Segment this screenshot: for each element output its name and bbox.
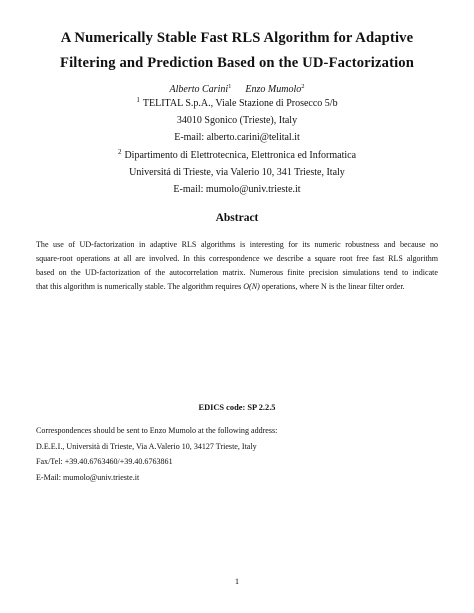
abstract-line: based on the UD-factorization of the autocorrelation matrix. Numerous finite precision simulations tend to indicate	[36, 268, 438, 277]
page-number: 1	[234, 576, 240, 586]
affiliation-email: E-mail: alberto.carini@telital.it	[174, 132, 300, 143]
title-line-1: A Numerically Stable Fast RLS Algorithm for Adaptive	[60, 30, 414, 46]
affiliation-city: 34010 Sgonico (Trieste), Italy	[176, 115, 298, 126]
paper-title	[20, 26, 454, 76]
correspondence-intro: Correspondences should be sent to Enzo Mumolo at the following address:	[36, 426, 278, 435]
affiliation-email: E-mail: mumolo@univ.trieste.it	[173, 184, 301, 195]
abstract-line: The use of UD-factorization in adaptive RLS algorithms is interesting for its numeric robustness and because no	[36, 240, 438, 249]
correspondence-fax: Fax/Tel: +39.40.6763460/+39.40.6763861	[36, 457, 173, 466]
author-name: Alberto Carini	[169, 84, 229, 95]
affiliation-2	[0, 147, 474, 198]
correspondence-address: D.E.E.I., Università di Trieste, Via A.Valerio 10, 34127 Trieste, Italy	[36, 441, 257, 451]
edics-code: EDICS code: SP 2.2.5	[198, 403, 276, 412]
author-name: Enzo Mumolo	[245, 84, 302, 95]
abstract-line: square-root operations at all are involved. In this correspondence we describe a square root free fast RLS algorithm	[36, 254, 438, 263]
affiliation-institution: TELITAL S.p.A., Viale Stazione di Prosecco 5/b	[142, 98, 338, 109]
correspondence-email: E-Mail: mumolo@univ.trieste.it	[36, 472, 140, 482]
correspondence-block	[36, 423, 436, 485]
affiliation-1	[0, 95, 474, 146]
author-mark: 1	[228, 83, 232, 90]
affiliation-mark: 1	[136, 96, 140, 104]
title-line-2: Filtering and Prediction Based on the UD-Factorization	[60, 55, 414, 71]
affiliation-city: Universitá di Trieste, via Valerio 10, 341 Trieste, Italy	[129, 167, 345, 178]
big-o-notation: O(N)	[243, 282, 260, 291]
abstract-heading: Abstract	[215, 212, 259, 224]
abstract-body	[36, 238, 438, 294]
affiliation-mark: 2	[117, 148, 122, 156]
abstract-line: that this algorithm is numerically stable. The algorithm requires O(N) operations, where N is the linear filter order.	[36, 282, 405, 291]
affiliation-institution: Dipartimento di Elettrotecnica, Elettronica ed Informatica	[124, 150, 357, 161]
author-mark: 2	[301, 83, 305, 90]
